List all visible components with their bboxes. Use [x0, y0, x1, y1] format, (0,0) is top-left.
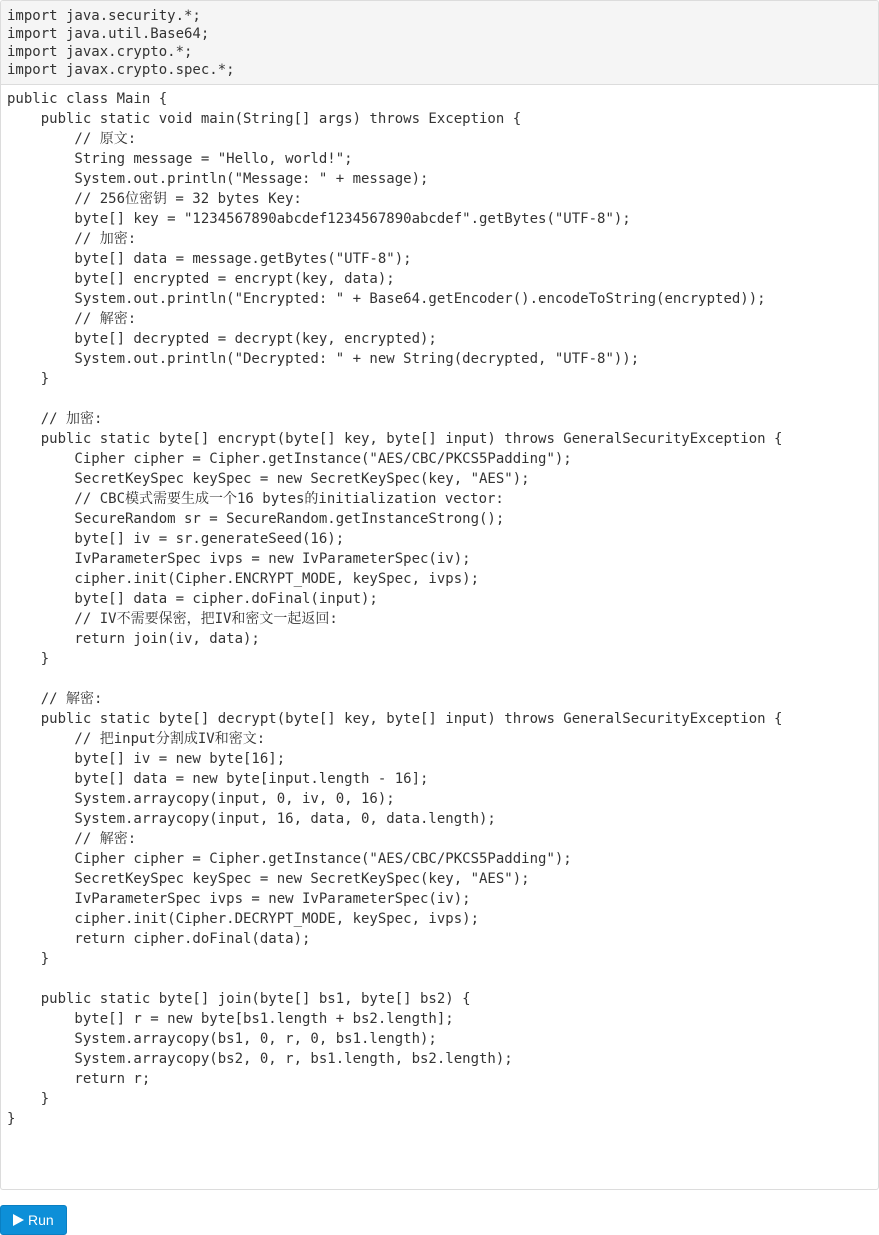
imports-section [1, 1, 878, 85]
play-icon [13, 1214, 24, 1226]
code-body[interactable] [1, 85, 878, 1129]
imports-code: import java.security.*; import java.util.Base64; import javax.crypto.*; import javax.crypto.spec.*; [7, 8, 235, 78]
main-code[interactable]: public class Main { public static void main(String[] args) throws Exception { // 原文: String message = "Hello, world!"; System.out.println("Message: " + message); // 256位密钥 = 32 bytes Key: byte[] key = "1234567890abcdef1234567890abcdef".getBytes("UTF-8"); // 加密: byte[] data = message.getBytes("UTF-8"); byte[] encrypted = encrypt(key, data); System.out.println("Encrypted: " + Base64.getEncoder().encodeToString(encrypted)); // 解密: byte[] decrypted = decrypt(key, encrypted); System.out.println("Decrypted: " + new String(decrypted, "UTF-8")); } // 加密: public static byte[] encrypt(byte[] key, byte[] input) throws GeneralSecurityException { Cipher cipher = Cipher.getInstance("AES/CBC/PKCS5Padding"); SecretKeySpec keySpec = new SecretKeySpec(key, "AES"); // CBC模式需要生成一个16 bytes的initialization vector: SecureRandom sr = SecureRandom.getInstanceStrong(); byte[] iv = sr.generateSeed(16); IvParameterSpec ivps = new IvParameterSpec(iv); cipher.init(Cipher.ENCRYPT_MODE, keySpec, ivps); byte[] data = cipher.doFinal(input); // IV不需要保密，把IV和密文一起返回: return join(iv, data); } // 解密: public static byte[] decrypt(byte[] key, byte[] input) throws GeneralSecurityException { // 把input分割成IV和密文: byte[] iv = new byte[16]; byte[] data = new byte[input.length - 16]; System.arraycopy(input, 0, iv, 0, 16); System.arraycopy(input, 16, data, 0, data.length); // 解密: Cipher cipher = Cipher.getInstance("AES/CBC/PKCS5Padding"); SecretKeySpec keySpec = new SecretKeySpec(key, "AES"); IvParameterSpec ivps = new IvParameterSpec(iv); cipher.init(Cipher.DECRYPT_MODE, keySpec, ivps); return cipher.doFinal(data); } public static byte[] join(byte[] bs1, byte[] bs2) { byte[] r = new byte[bs1.length + bs2.length]; System.arraycopy(bs1, 0, r, 0, bs1.length); System.arraycopy(bs2, 0, r, bs1.length, bs2.length); return r; } } [7, 91, 783, 1127]
run-button-label: Run [28, 1212, 54, 1228]
run-button[interactable] [0, 1205, 67, 1235]
